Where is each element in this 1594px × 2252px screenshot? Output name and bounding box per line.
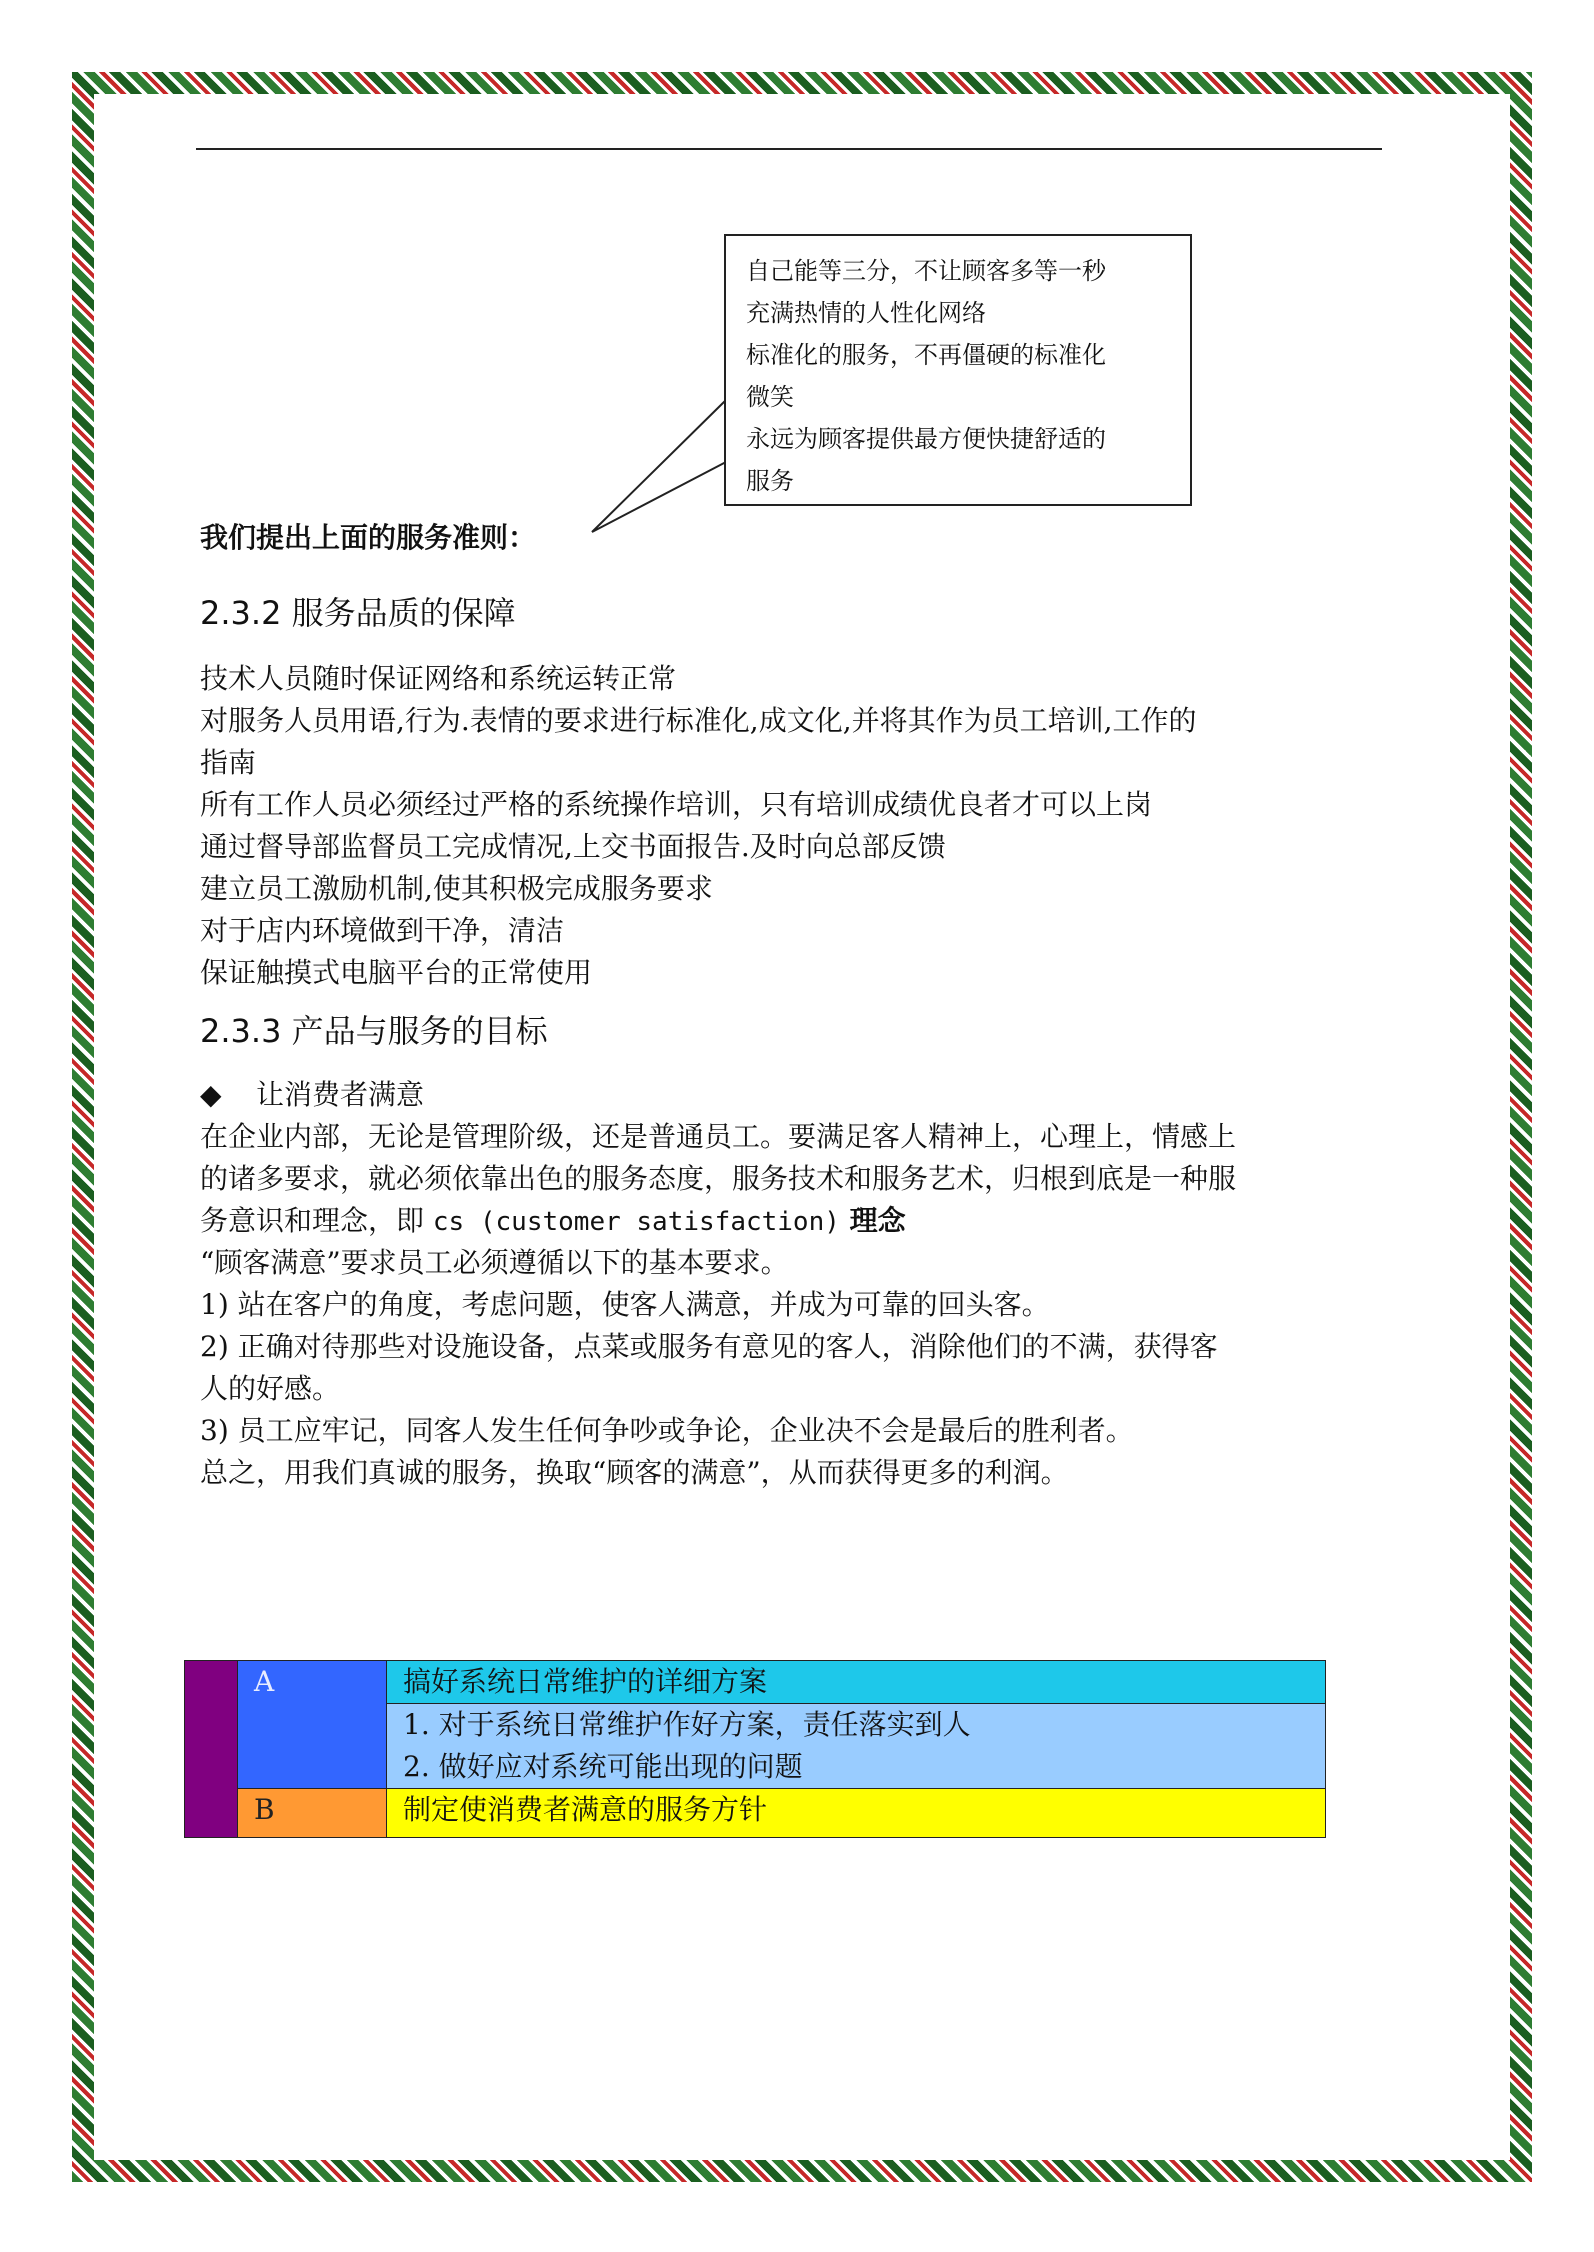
section-heading-233: 2.3.3 产品与服务的目标 [200, 1012, 548, 1050]
callout-line: 微笑 [746, 383, 794, 411]
body-line: 3) 员工应牢记，同客人发生任何争吵或争论，企业决不会是最后的胜利者。 [200, 1414, 1134, 1447]
row-a-label: A [238, 1661, 387, 1789]
row-a-item: 1. 对于系统日常维护作好方案，责任落实到人 [403, 1708, 971, 1741]
section-heading-232: 2.3.2 服务品质的保障 [200, 594, 516, 632]
row-a-title: 搞好系统日常维护的详细方案 [387, 1661, 1326, 1704]
cs-term: cs (customer satisfaction) [432, 1207, 840, 1237]
body-line: 技术人员随时保证网络和系统运转正常 [200, 662, 677, 695]
table-row [185, 1661, 1326, 1704]
body-line: 通过督导部监督员工完成情况,上交书面报告.及时向总部反馈 [200, 830, 946, 863]
concept-term: 理念 [839, 1204, 906, 1237]
body-line: 总之，用我们真诚的服务，换取“顾客的满意”，从而获得更多的利润。 [200, 1456, 1069, 1489]
bullet-text: 让消费者满意 [256, 1078, 425, 1111]
diamond-bullet-icon: ◆ [200, 1078, 222, 1111]
body-line: 对于店内环境做到干净，清洁 [200, 914, 565, 947]
body-line: 在企业内部，无论是管理阶级，还是普通员工。要满足客人精神上，心理上，情感上 [200, 1120, 1237, 1153]
bullet-item [200, 1074, 424, 1116]
body-line: 的诸多要求，就必须依靠出色的服务态度，服务技术和服务艺术，归根到底是一种服 [200, 1162, 1237, 1195]
row-b-title: 制定使消费者满意的服务方针 [387, 1789, 1326, 1838]
body-line: “顾客满意”要求员工必须遵循以下的基本要求。 [200, 1246, 789, 1279]
callout-line: 永远为顾客提供最方便快捷舒适的 [746, 425, 1106, 453]
plan-table [184, 1660, 1326, 1838]
intro-line: 我们提出上面的服务准则： [200, 521, 537, 554]
table-row [185, 1789, 1326, 1838]
body-line: 2) 正确对待那些对设施设备，点菜或服务有意见的客人，消除他们的不满，获得客 [200, 1330, 1218, 1363]
body-line: 指南 [200, 746, 257, 779]
body-line: 所有工作人员必须经过严格的系统操作培训，只有培训成绩优良者才可以上岗 [200, 788, 1153, 821]
body-line [200, 1200, 906, 1243]
row-b-label: B [238, 1789, 387, 1838]
service-principles-callout [724, 234, 1192, 506]
row-a-item: 2. 做好应对系统可能出现的问题 [403, 1750, 803, 1783]
body-line: 对服务人员用语,行为.表情的要求进行标准化,成文化,并将其作为员工培训,工作的 [200, 704, 1197, 737]
callout-line: 充满热情的人性化网络 [746, 299, 986, 327]
body-line: 人的好感。 [200, 1372, 341, 1405]
body-line: 建立员工激励机制,使其积极完成服务要求 [200, 872, 713, 905]
body-line: 1) 站在客户的角度，考虑问题，使客人满意，并成为可靠的回头客。 [200, 1288, 1050, 1321]
body-line: 保证触摸式电脑平台的正常使用 [200, 956, 593, 989]
purple-side-cell [185, 1661, 238, 1838]
callout-line: 标准化的服务，不再僵硬的标准化 [746, 341, 1106, 369]
body-text: 务意识和理念，即 [200, 1204, 433, 1237]
callout-line: 服务 [746, 467, 794, 495]
row-a-details [387, 1704, 1326, 1789]
callout-line: 自己能等三分，不让顾客多等一秒 [746, 257, 1106, 285]
